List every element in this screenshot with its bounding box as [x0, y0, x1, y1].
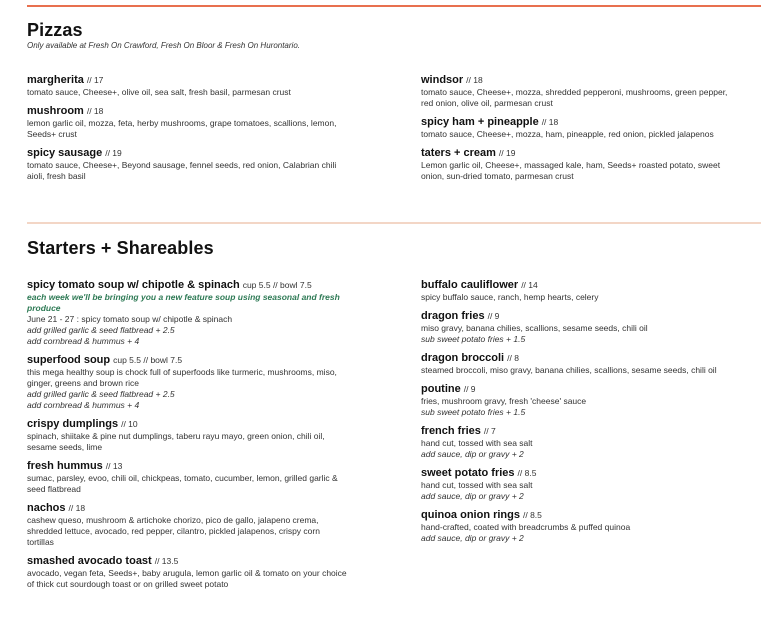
- menu-item: [27, 147, 369, 182]
- menu-item-name: poutine: [421, 383, 461, 395]
- section-divider: [27, 222, 761, 224]
- menu-item-description: steamed broccoli, miso gravy, banana chilies, scallions, sesame seeds, chili oil: [421, 365, 717, 375]
- menu-item-addon: add cornbread & hummus + 4: [27, 336, 140, 346]
- menu-item-header: [421, 425, 763, 438]
- menu-item: [27, 279, 369, 347]
- menu-item-price: // 19: [105, 148, 122, 158]
- menu-item-description: tomato sauce, Cheese+, Beyond sausage, fennel seeds, red onion, Calabrian chili: [27, 160, 337, 170]
- menu-item-header: [27, 147, 369, 160]
- menu-item-description: spicy buffalo sauce, ranch, hemp hearts, celery: [421, 292, 599, 302]
- menu-item-name: superfood soup: [27, 354, 111, 366]
- menu-item-price: // 8: [507, 353, 519, 363]
- menu-item: [421, 279, 763, 303]
- menu-item-description: red onion, olive oil, parmesan crust: [421, 98, 553, 108]
- menu-item-header: [27, 418, 369, 431]
- menu-item: [27, 74, 369, 98]
- menu-item-name: dragon broccoli: [421, 352, 505, 364]
- menu-item-price: // 18: [466, 75, 483, 85]
- menu-item-price: // 18: [541, 117, 559, 127]
- menu-item-name: spicy ham + pineapple: [421, 116, 539, 128]
- menu-item-price: cup 5.5 // bowl 7.5: [113, 355, 183, 365]
- menu-item-description: Seeds+ crust: [27, 129, 77, 139]
- menu-item-header: [27, 460, 369, 473]
- menu-item: [421, 509, 763, 544]
- menu-item-description: June 21 - 27 : spicy tomato soup w/ chipotle & spinach: [27, 314, 233, 324]
- menu-item: [421, 310, 763, 345]
- menu-item-description: ginger, greens and brown rice: [27, 378, 139, 388]
- menu-item-header: [421, 147, 763, 160]
- pizzas-heading: Pizzas: [27, 20, 83, 40]
- pizzas-left-column: [27, 74, 369, 189]
- menu-item-addon: add cornbread & hummus + 4: [27, 400, 140, 410]
- menu-item-description: seed flatbread: [27, 484, 81, 494]
- menu-item-addon: add grilled garlic & seed flatbread + 2.5: [27, 325, 175, 335]
- menu-item-addon: add sauce, dip or gravy + 2: [421, 491, 524, 501]
- menu-item: [421, 383, 763, 418]
- menu-item: [421, 352, 763, 376]
- menu-item-header: [421, 467, 763, 480]
- starters-right-column: [421, 279, 763, 551]
- menu-item-name: spicy sausage: [27, 147, 103, 159]
- menu-item-name: quinoa onion rings: [421, 509, 520, 521]
- menu-item-header: [27, 502, 369, 515]
- menu-item: [421, 147, 763, 182]
- menu-item-header: [421, 116, 763, 129]
- menu-item-addon: add grilled garlic & seed flatbread + 2.5: [27, 389, 175, 399]
- menu-item-header: [27, 279, 369, 292]
- menu-item-description: sesame seeds, lime: [27, 442, 103, 452]
- menu-item-name: fresh hummus: [27, 460, 103, 472]
- menu-item-price: // 9: [463, 384, 476, 394]
- menu-item-price: // 18: [86, 106, 104, 116]
- menu-item-description: this mega healthy soup is chock full of superfoods like turmeric, mushrooms, miso,: [27, 367, 337, 377]
- menu-item-name: smashed avocado toast: [27, 555, 152, 567]
- menu-item-description: tortillas: [27, 537, 54, 547]
- menu-item-price: // 13: [105, 461, 123, 471]
- menu-item-name: buffalo cauliflower: [421, 279, 519, 291]
- menu-item-addon: add sauce, dip or gravy + 2: [421, 533, 524, 543]
- menu-item-description: avocado, vegan feta, Seeds+, baby arugula, lemon garlic oil & tomato on your choice: [27, 568, 347, 578]
- menu-item-header: [27, 105, 369, 118]
- menu-item-description: hand cut, tossed with sea salt: [421, 480, 533, 490]
- menu-item-header: [421, 74, 763, 87]
- menu-item-price: // 14: [521, 280, 538, 290]
- menu-item-description: tomato sauce, Cheese+, olive oil, sea salt, fresh basil, parmesan crust: [27, 87, 291, 97]
- menu-item-header: [421, 352, 763, 365]
- menu-item-addon: add sauce, dip or gravy + 2: [421, 449, 524, 459]
- starters-heading: Starters + Shareables: [27, 238, 214, 258]
- menu-item-price: // 19: [498, 148, 516, 158]
- menu-item: [421, 467, 763, 502]
- menu-item-description: tomato sauce, Cheese+, mozza, ham, pineapple, red onion, pickled jalapenos: [421, 129, 714, 139]
- menu-item-price: // 8.5: [517, 468, 537, 478]
- menu-item: [27, 555, 369, 590]
- menu-item-header: [27, 555, 369, 568]
- menu-item-price: // 10: [121, 419, 138, 429]
- menu-item-description: Lemon garlic oil, Cheese+, massaged kale, ham, Seeds+ roasted potato, sweet: [421, 160, 721, 170]
- menu-item-description: lemon garlic oil, mozza, feta, herby mushrooms, grape tomatoes, scallions, lemon,: [27, 118, 337, 128]
- menu-item: [27, 354, 369, 411]
- menu-item-name: sweet potato fries: [421, 467, 515, 479]
- pizzas-right-column: [421, 74, 763, 189]
- menu-item-price: // 9: [487, 311, 500, 321]
- menu-item: [27, 418, 369, 453]
- menu-item-header: [27, 74, 369, 87]
- menu-item-header: [421, 509, 763, 522]
- menu-item-price: // 7: [483, 426, 496, 436]
- menu-item-price: // 8.5: [523, 510, 542, 520]
- menu-item-name: windsor: [421, 74, 464, 86]
- menu-item-header: [421, 279, 763, 292]
- menu-item: [27, 460, 369, 495]
- menu-item-name: dragon fries: [421, 310, 485, 322]
- menu-item-description: sumac, parsley, evoo, chili oil, chickpeas, tomato, cucumber, lemon, grilled garlic &: [27, 473, 338, 483]
- menu-item: [421, 74, 763, 109]
- menu-item-addon: sub sweet potato fries + 1.5: [421, 334, 526, 344]
- menu-item-name: mushroom: [27, 105, 84, 117]
- menu-item-description: of thick cut sourdough toast or on grilled sweet potato: [27, 579, 229, 589]
- menu-item-description: shredded lettuce, avocado, red pepper, cilantro, pickled jalapenos, crispy corn: [27, 526, 320, 536]
- menu-item-name: spicy tomato soup w/ chipotle & spinach: [27, 279, 240, 291]
- menu-item-price: cup 5.5 // bowl 7.5: [242, 280, 312, 290]
- menu-item-name: crispy dumplings: [27, 418, 119, 430]
- menu-item: [27, 105, 369, 140]
- starters-left-column: [27, 279, 369, 597]
- menu-item: [421, 116, 763, 140]
- menu-item-description: cashew queso, mushroom & artichoke chorizo, pico de gallo, jalapeno crema,: [27, 515, 319, 525]
- menu-item-description: hand cut, tossed with sea salt: [421, 438, 533, 448]
- menu-item-header: [27, 354, 369, 367]
- menu-item-price: // 13.5: [154, 556, 179, 566]
- feature-note: each week we'll be bringing you a new feature soup using seasonal and fresh: [27, 292, 340, 302]
- menu-item-name: taters + cream: [421, 147, 496, 159]
- menu-item-description: fries, mushroom gravy, fresh 'cheese' sauce: [421, 396, 587, 406]
- menu-item-description: onion, sun-dried tomato, parmesan crust: [421, 171, 574, 181]
- pizzas-subtitle: Only available at Fresh On Crawford, Fresh On Bloor & Fresh On Hurontario.: [27, 41, 300, 50]
- menu-item: [27, 502, 369, 548]
- menu-item-header: [421, 310, 763, 323]
- menu-item-name: french fries: [421, 425, 481, 437]
- menu-item-price: // 18: [68, 503, 86, 513]
- menu-item-description: tomato sauce, Cheese+, mozza, shredded pepperoni, mushrooms, green pepper,: [421, 87, 728, 97]
- menu-item-name: margherita: [27, 74, 84, 86]
- menu-item: [421, 425, 763, 460]
- menu-item-addon: sub sweet potato fries + 1.5: [421, 407, 526, 417]
- top-divider: [27, 5, 761, 7]
- feature-note: produce: [27, 303, 61, 313]
- menu-item-price: // 17: [86, 75, 104, 85]
- menu-item-header: [421, 383, 763, 396]
- menu-item-description: spinach, shiitake & pine nut dumplings, taberu rayu mayo, green onion, chili oil,: [27, 431, 325, 441]
- menu-item-name: nachos: [27, 502, 66, 514]
- menu-item-description: hand-crafted, coated with breadcrumbs & puffed quinoa: [421, 522, 631, 532]
- menu-item-description: miso gravy, banana chilies, scallions, sesame seeds, chili oil: [421, 323, 648, 333]
- menu-item-description: aioli, fresh basil: [27, 171, 86, 181]
